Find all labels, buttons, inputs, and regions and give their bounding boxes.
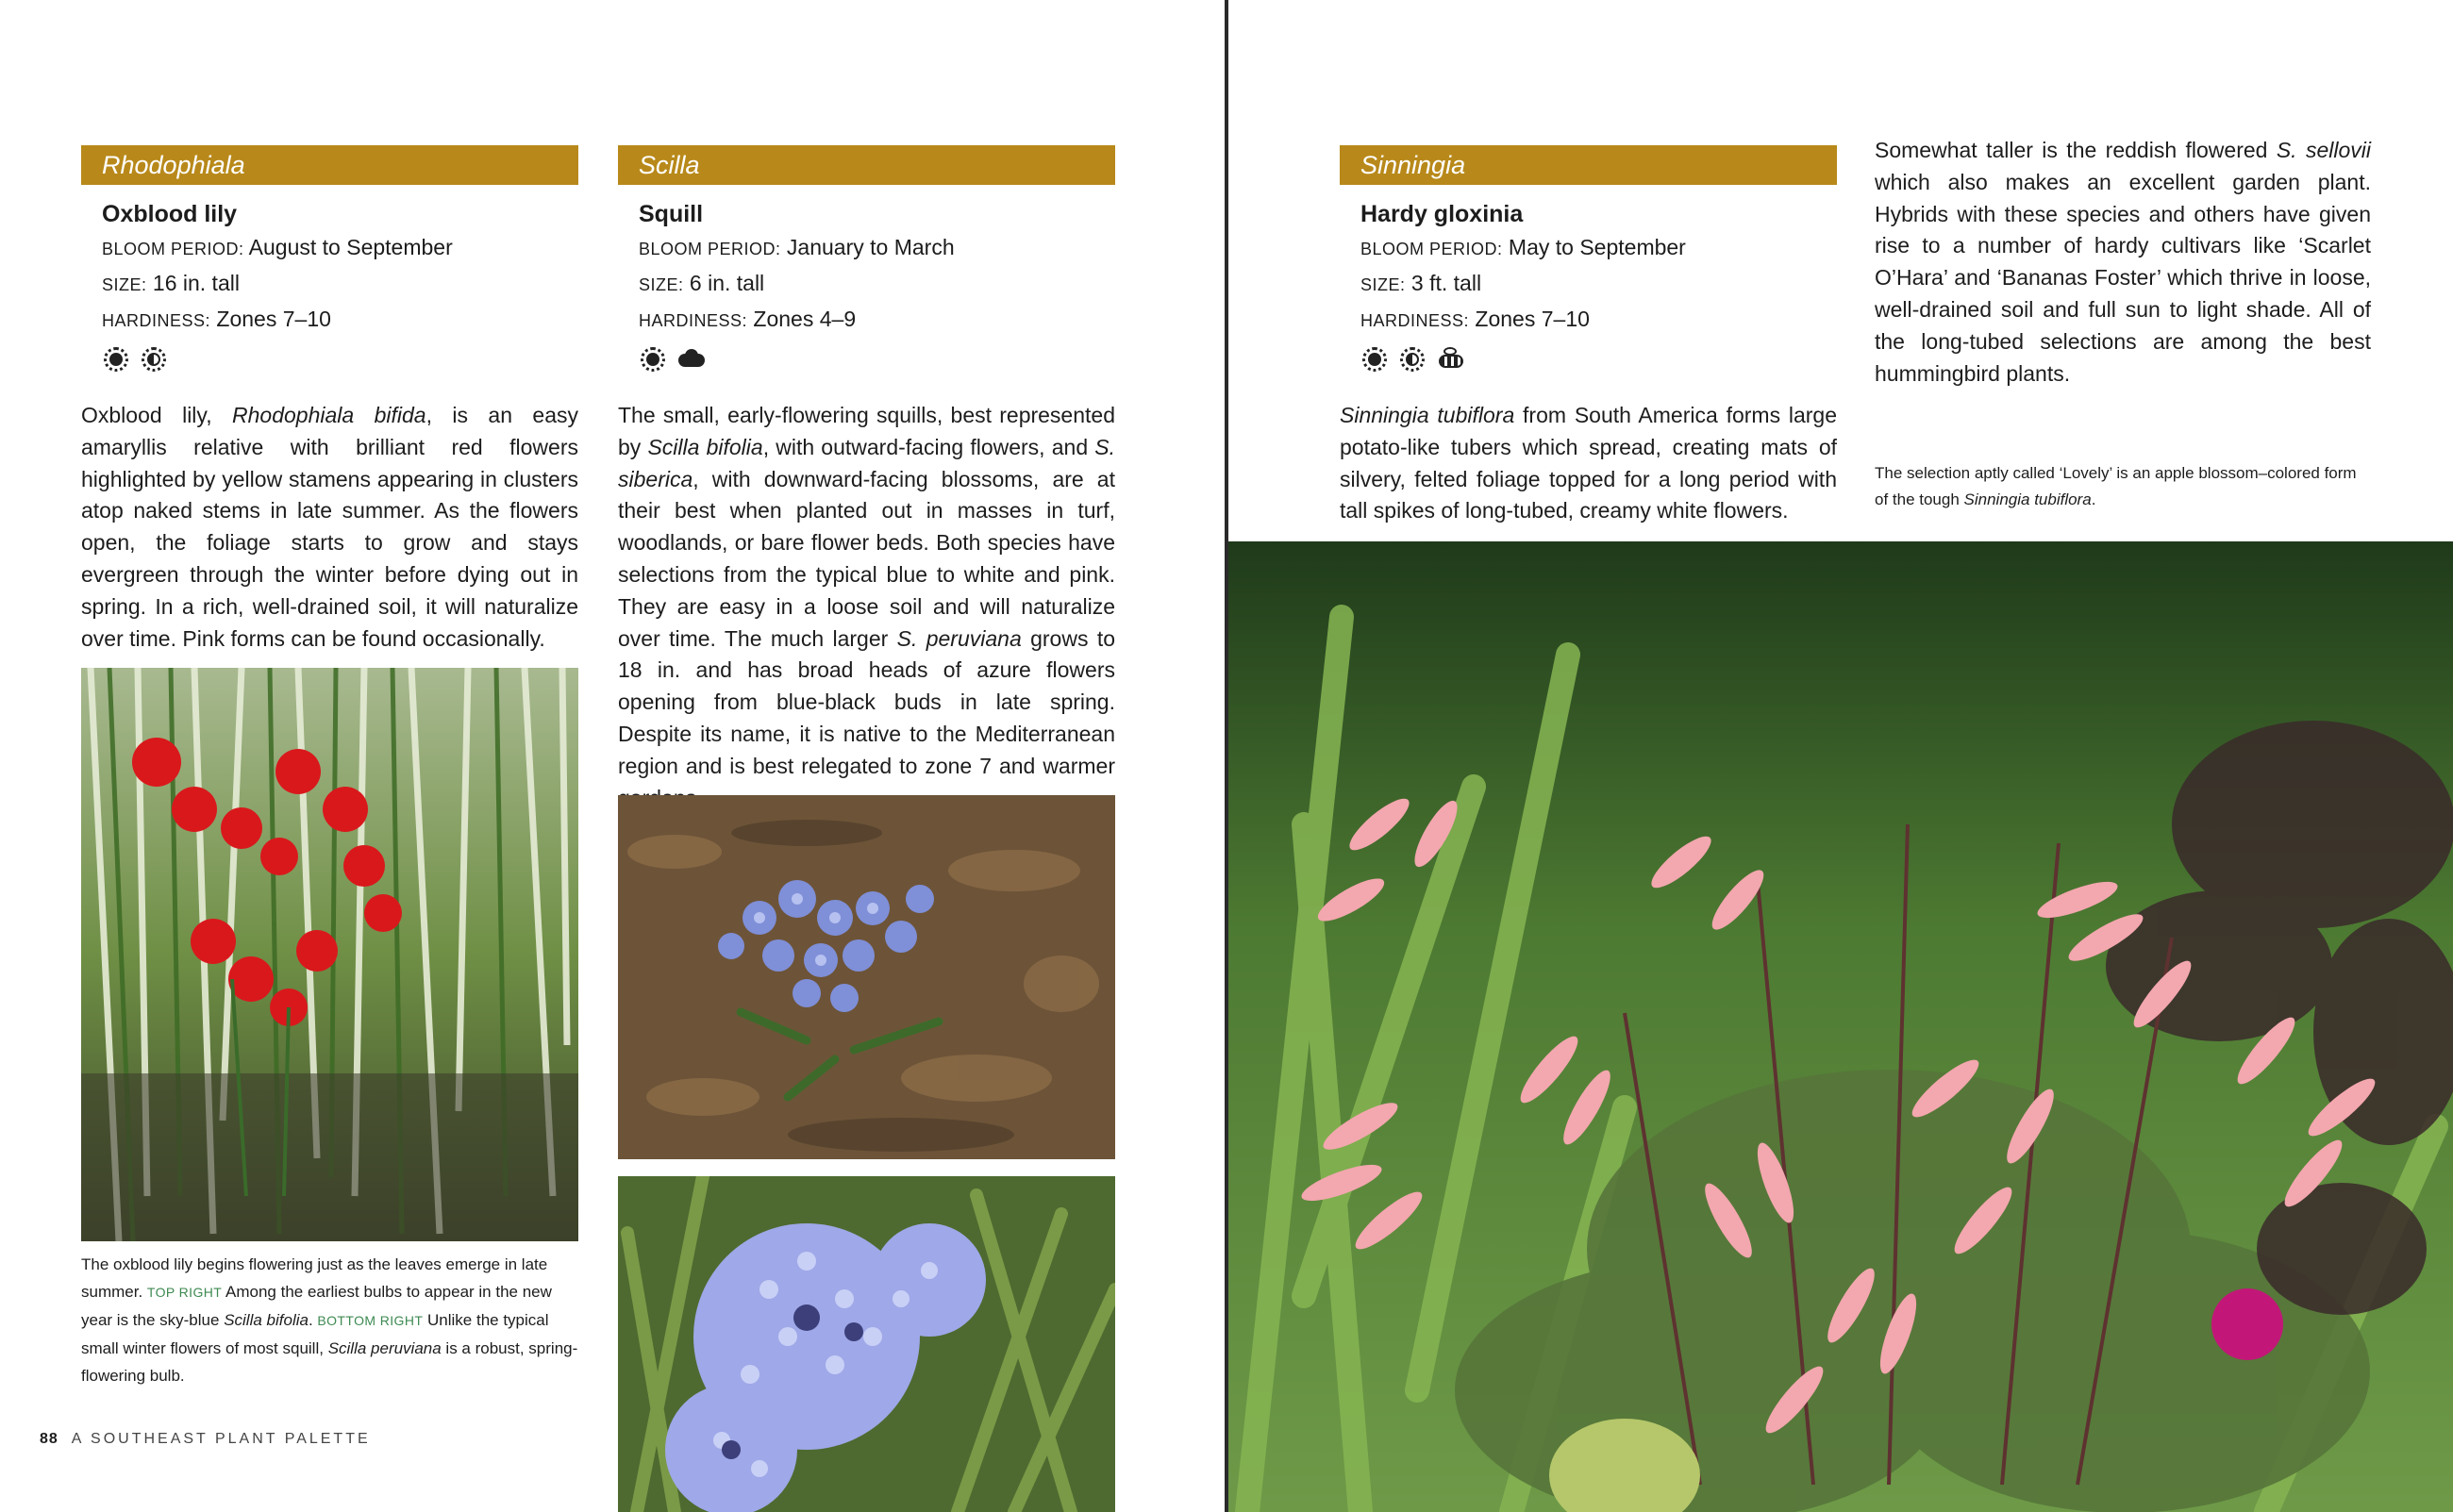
sun-icon — [102, 345, 130, 374]
common-name: Squill — [639, 201, 704, 227]
hardiness — [639, 302, 1115, 338]
description-text: The small, early-flowering squills, best represented by — [618, 403, 1115, 459]
caption-text: . — [2091, 490, 2096, 508]
exposure-icons — [102, 343, 578, 375]
right-page — [1228, 0, 2453, 1512]
description-text: grows to 18 in. and has broad heads of azure flowers opening from blue-black buds in late spring. Despite its name, it is native to the Mediterranean region and is best relegated to zone 7 and warmer — [618, 625, 1115, 778]
scilla-peruviana-photo — [618, 1176, 1115, 1512]
bloom-period — [639, 230, 1115, 266]
scientific-name: S. peruviana — [896, 625, 1022, 651]
sun-icon — [639, 345, 667, 374]
scientific-name: S. sellovii — [2276, 138, 2371, 162]
size — [102, 266, 578, 302]
scilla-bifolia-illustration — [618, 795, 1115, 1159]
caption-text: The selection aptly called ‘Lovely’ is an apple blossom–colored form of the tough — [1875, 464, 2357, 508]
scientific-name: Sinningia tubiflora — [1340, 403, 1515, 427]
caption-text: The oxblood lily begins flowering just as the leaves emerge in late summer. — [81, 1255, 548, 1301]
bloom-period-label: BLOOM PERIOD: — [1360, 240, 1503, 258]
genus-header: Rhodophiala — [81, 145, 578, 185]
caption-position-tag: TOP RIGHT — [146, 1285, 223, 1300]
scientific-name: Rhodophiala bifida — [232, 403, 426, 427]
caption-scientific-name: Sinningia tubiflora — [1963, 490, 2092, 508]
genus-header: Scilla — [618, 145, 1115, 185]
hardiness — [1360, 302, 1837, 338]
sinningia-illustration — [1228, 541, 2453, 1512]
description — [1340, 400, 1837, 527]
continued-text — [1875, 135, 2371, 390]
left-page — [0, 0, 1225, 1512]
scientific-name: S. siberica — [618, 434, 1116, 491]
sinningia-entry — [1340, 145, 1837, 527]
caption-scientific-name: Scilla peruviana — [327, 1339, 442, 1357]
exposure-icons — [1360, 343, 1837, 375]
hardiness-label: HARDINESS: — [1360, 311, 1470, 330]
size-label: SIZE: — [1360, 275, 1406, 294]
size-label: SIZE: — [102, 275, 147, 294]
size — [639, 266, 1115, 302]
part-sun-icon — [140, 345, 168, 374]
exposure-icons — [639, 343, 1115, 375]
bee-icon — [1436, 345, 1464, 374]
common-name: Oxblood lily — [102, 201, 238, 227]
caption-text: is a robust, spring-flowering bulb. — [81, 1339, 578, 1385]
shade-icon — [676, 345, 705, 374]
bloom-period-label: BLOOM PERIOD: — [102, 240, 244, 258]
caption-text: Unlike the typical small winter flowers of most squill, — [81, 1311, 549, 1357]
size — [1360, 266, 1837, 302]
rhodophiala-entry — [81, 145, 578, 655]
hardiness-value: Zones 7–10 — [1475, 307, 1590, 331]
photo-caption — [81, 1251, 578, 1389]
sun-icon — [1360, 345, 1389, 374]
bloom-period-value: January to March — [786, 235, 955, 259]
caption-text: . — [308, 1311, 318, 1329]
bloom-period-value: August to September — [248, 235, 453, 259]
caption-scientific-name: Scilla bifolia — [224, 1311, 309, 1329]
description-text: which also makes an excellent garden plant. Hybrids with these species and others have given rise to a number of hardy cultivars like ‘Scarlet O’Hara’ and ‘Bananas Foster’ which thrive in loose, well-drained soil and full sun to light shade. All of the long-tubed selections are among the best hummingbird plants. — [1875, 169, 2371, 386]
part-sun-icon — [1398, 345, 1427, 374]
page-number: 88 — [40, 1431, 58, 1447]
scilla-peruviana-illustration — [618, 1176, 1115, 1512]
photo-caption — [1875, 460, 2371, 513]
hardiness-label: HARDINESS: — [102, 311, 211, 330]
caption-text: Among the earliest bulbs to appear in the new year is the sky-blue — [81, 1283, 552, 1329]
description-text: from South America forms large potato-like tubers which spread, creating mats of silvery, felted foliage topped for a long period with tall spikes of long-tubed, creamy white flowers. — [1340, 403, 1837, 523]
bloom-period — [102, 230, 578, 266]
hardiness-value: Zones 4–9 — [753, 307, 857, 331]
caption-position-tag: BOTTOM RIGHT — [317, 1313, 424, 1328]
sinningia-lovely-photo — [1228, 541, 2453, 1512]
bloom-period-label: BLOOM PERIOD: — [639, 240, 781, 258]
description — [81, 400, 578, 655]
oxblood-lily-illustration — [81, 668, 578, 1241]
size-value: 16 in. tall — [152, 271, 240, 295]
genus-header: Sinningia — [1340, 145, 1837, 185]
hardiness-value: Zones 7–10 — [216, 307, 331, 331]
description-text: , with outward-facing flowers, and — [762, 434, 1095, 459]
common-name: Hardy gloxinia — [1360, 201, 1524, 227]
size-value: 3 ft. tall — [1410, 271, 1482, 295]
page-footer — [40, 1431, 371, 1448]
running-title: A SOUTHEAST PLANT PALETTE — [71, 1431, 371, 1447]
hardiness — [102, 302, 578, 338]
description-text: Oxblood lily, — [81, 403, 233, 427]
scientific-name: Scilla bifolia — [647, 434, 763, 459]
size-value: 6 in. tall — [689, 271, 765, 295]
bloom-period-value: May to September — [1508, 235, 1686, 259]
oxblood-lily-photo — [81, 668, 578, 1241]
bloom-period — [1360, 230, 1837, 266]
size-label: SIZE: — [639, 275, 684, 294]
scilla-entry — [618, 145, 1115, 814]
description-text: , with downward-facing blossoms, are at their best when planted out in masses in turf, woodlands, or bare flower beds. Both species have selections from the typical blue to white and pink. They are easy in a loose soil and will naturalize over time. The much larger — [618, 466, 1115, 651]
description-text: Somewhat taller is the reddish flowered — [1875, 138, 2277, 162]
description-text: , is an easy amaryllis relative with brilliant red flowers highlighted by yellow stamens appearing in clusters atop naked stems in late summer. As the flowers open, the foliage starts to grow and stays evergreen through the winter before dying out in spring. In a rich, well-drained soil, it will naturalize over time. Pink forms can be found occasionally. — [81, 403, 578, 651]
hardiness-label: HARDINESS: — [639, 311, 748, 330]
scilla-bifolia-photo — [618, 795, 1115, 1159]
description — [618, 400, 1115, 814]
